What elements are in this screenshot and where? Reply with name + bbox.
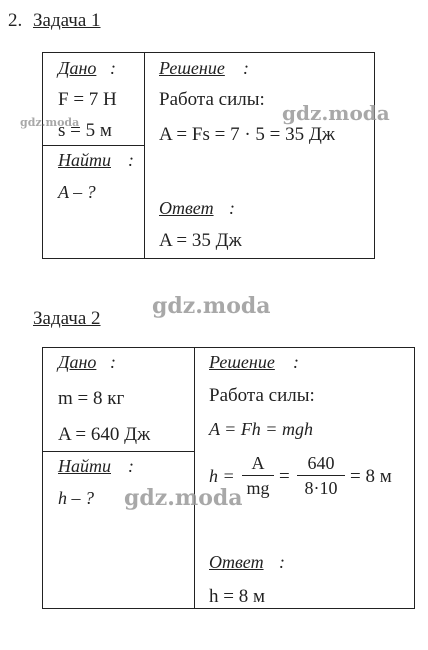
task1-divider-vertical <box>144 52 145 259</box>
task2-equals: = <box>279 466 290 487</box>
task1-solution-colon: : <box>243 58 249 78</box>
task1-given-colon: : <box>110 58 116 78</box>
task2-fraction-lhs: h = <box>209 466 235 486</box>
task2-work-label: Работа силы: <box>209 385 315 406</box>
task1-divider-horizontal <box>42 145 144 146</box>
fraction-denominator: mg <box>246 478 270 498</box>
task1-number: 2. <box>8 10 23 31</box>
task2-fraction-symbolic <box>242 453 274 499</box>
task2-given-work: A = 640 Дж <box>58 424 151 445</box>
fraction-bar <box>242 475 274 476</box>
task2-fraction-numeric <box>297 453 345 499</box>
task1-answer-value: A = 35 Дж <box>159 230 242 251</box>
task1-solution-label: Решение <box>159 58 225 78</box>
watermark: gdz.moda <box>124 485 243 511</box>
task2-answer-label: Ответ <box>209 552 264 572</box>
task2-given-colon: : <box>110 352 116 372</box>
task1-given-distance: s = 5 м <box>58 120 112 141</box>
task2-find-label: Найти <box>58 456 111 476</box>
task2-answer-colon: : <box>279 552 285 572</box>
task2-answer-value: h = 8 м <box>209 586 265 607</box>
task1-formula: A = Fs = 7 · 5 = 35 Дж <box>159 124 335 145</box>
task1-find-colon: : <box>128 150 134 170</box>
watermark: gdz.moda <box>282 101 390 125</box>
task1-answer-label: Ответ <box>159 198 214 218</box>
task2-find-colon: : <box>128 456 134 476</box>
task2-divider-vertical <box>194 347 195 609</box>
task1-find-label: Найти <box>58 150 111 170</box>
task2-divider-horizontal <box>42 451 194 452</box>
fraction-denominator: 8·10 <box>304 478 338 498</box>
task2-solution-colon: : <box>293 352 299 372</box>
task2-solution-label: Решение <box>209 352 275 372</box>
task2-result: = 8 м <box>350 466 392 487</box>
fraction-bar <box>297 475 345 476</box>
task1-heading: Задача 1 <box>33 10 101 31</box>
task1-given-label: Дано <box>58 58 97 78</box>
task1-find-value: A – ? <box>58 182 96 202</box>
task2-formula: A = Fh = mgh <box>209 419 313 439</box>
task2-given-mass: m = 8 кг <box>58 388 125 409</box>
task1-given-force: F = 7 Н <box>58 89 117 110</box>
task2-heading: Задача 2 <box>33 308 101 329</box>
task1-work-label: Работа силы: <box>159 89 265 110</box>
fraction-numerator: 640 <box>307 453 335 473</box>
task1-answer-colon: : <box>229 198 235 218</box>
task2-find-value: h – ? <box>58 488 94 508</box>
fraction-numerator: A <box>251 453 265 473</box>
task2-given-label: Дано <box>58 352 97 372</box>
watermark: gdz.moda <box>152 293 271 319</box>
watermark: gdz.moda <box>20 116 80 129</box>
